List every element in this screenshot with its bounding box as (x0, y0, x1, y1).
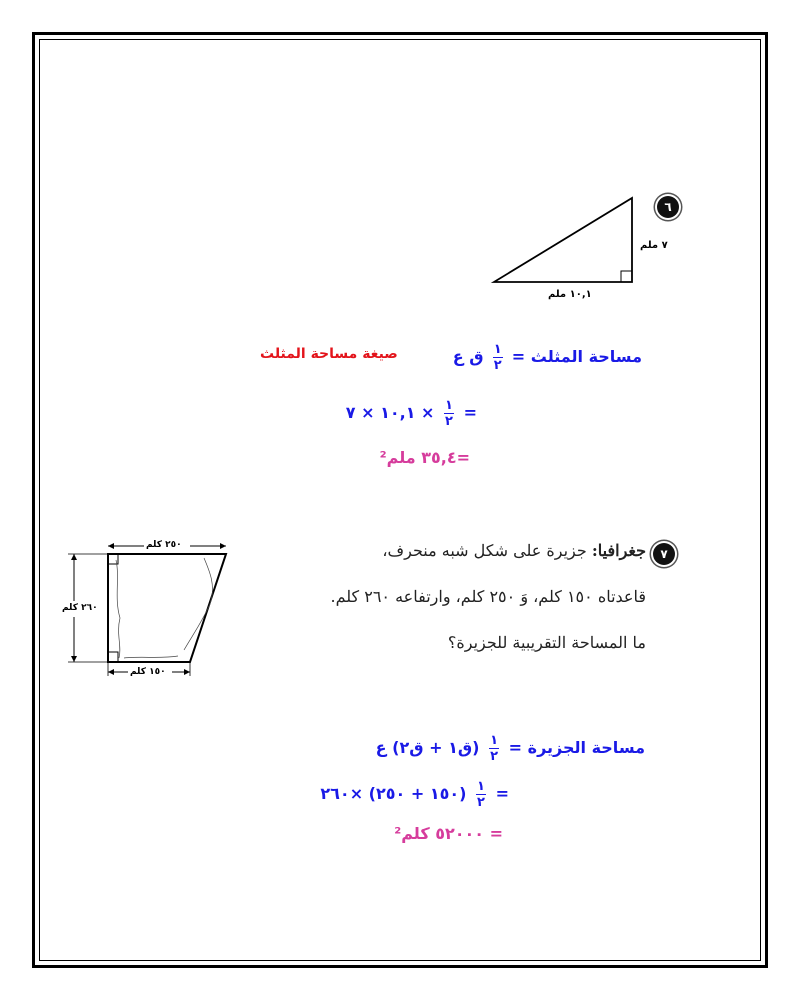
triangle-formula-note: صيغة مساحة المثلث (260, 346, 398, 362)
island-outline (116, 558, 212, 658)
problem-6-substitution-line: = $\frac{١}{٢}$ × ١٠,١ × ٧ (345, 398, 477, 429)
problem-7-result: = ٥٢٠٠٠ كلم² (394, 824, 503, 843)
problem-7-line-2: قاعدتاه ١٥٠ كلم، وَ ٢٥٠ كلم، وارتفاعه ٢٦٠ كلم. (330, 587, 646, 606)
triangle-figure (480, 190, 650, 305)
problem-7-area-line: مساحة الجزيرة = $\frac{١}{٢}$ (ق١ + ق٢) ع (375, 733, 645, 764)
one-half-fraction-3: $\frac{١}{٢}$ (490, 733, 499, 764)
trapezoid-height-label: ٢٦٠ كلم (62, 603, 98, 613)
problem-7-number-badge (653, 543, 675, 565)
one-half-fraction-2: $\frac{١}{٢}$ (445, 398, 453, 429)
page-border-inner (39, 39, 761, 961)
problem-7-number: ٧ (660, 547, 668, 561)
problem-6-number-badge (657, 196, 679, 218)
right-angle-mark (621, 271, 632, 282)
triangle-height-label: ٧ ملم (640, 240, 668, 251)
problem-7-substitution-line: = $\frac{١}{٢}$ (١٥٠ + ٢٥٠) ×٢٦٠ (320, 779, 509, 810)
problem-6-result: =٣٥,٤ ملم² (379, 448, 470, 467)
problem-6-number: ٦ (664, 200, 672, 214)
triangle-area-rhs: ق ع (452, 347, 484, 366)
trapezoid-top-label: ٢٥٠ كلم (146, 540, 182, 550)
problem-7-lead: جغرافيا: (591, 541, 646, 560)
triangle-area-lhs: مساحة المثلث = (511, 347, 642, 366)
trapezoid-bottom-label: ١٥٠ كلم (130, 667, 166, 677)
triangle-shape (494, 198, 632, 282)
one-half-fraction: $\frac{١}{٢}$ (493, 342, 502, 373)
problem-7-line-1: جغرافيا: جزيرة على شكل شبه منحرف، (382, 541, 646, 560)
problem-7-line-3: ما المساحة التقريبية للجزيرة؟ (447, 633, 646, 652)
problem-6-area-line (453, 343, 642, 372)
one-half-fraction-4: $\frac{١}{٢}$ (477, 779, 485, 810)
triangle-base-label: ١٠,١ ملم (548, 289, 592, 300)
